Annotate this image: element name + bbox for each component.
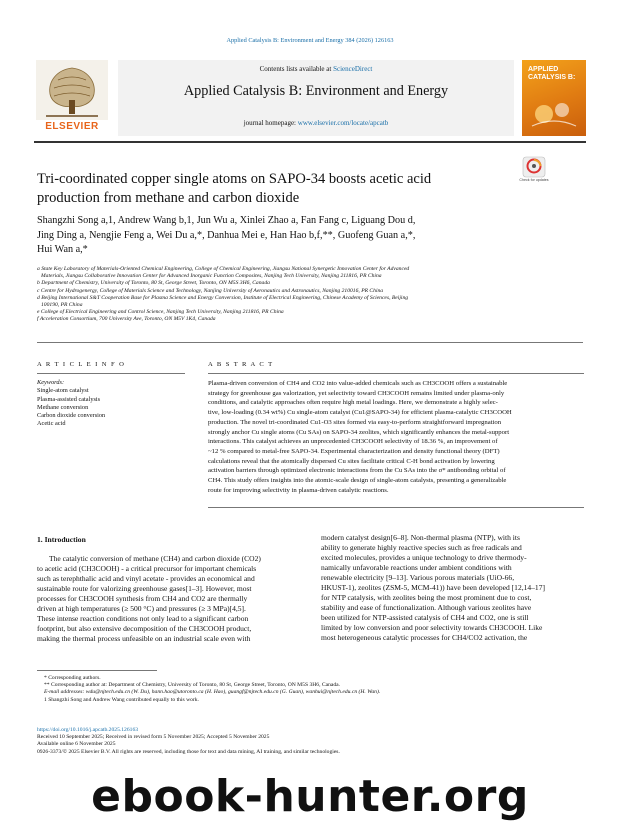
footnote-rule [37, 670, 157, 671]
affiliation-line: b Department of Chemistry, University of Toronto, 80 St, George Street, Toronto, ON M5S 3H6, Canada [37, 280, 270, 287]
title-line-1: Tri-coordinated copper single atoms on SAPO-34 boosts acetic acid [37, 171, 432, 187]
abstract-body [208, 379, 584, 495]
intro-line: excited molecules, provides a unique technology to drive thermody- [321, 553, 527, 563]
abstract-line: route for improving selectivity in plasma-driven catalytic reactions. [208, 486, 389, 494]
intro-line: driven at high temperatures (≥ 500 °C) and pressures (≥ 3 MPa)[4,5]. [37, 604, 246, 614]
affiliation-line: f Acceleration Consortium, 700 University Ave, Toronto, ON M5V 1K4, Canada [37, 316, 216, 323]
affiliation-line: Materials, Jiangsu Collaborative Innovation Center for Advanced Inorganic Function Composites, Nanjing Tech University, Nanjing 211816, PR China [41, 273, 382, 280]
intro-line: The catalytic conversion of methane (CH4) and carbon dioxide (CO2) [49, 554, 261, 563]
affiliation-line: e College of Electrical Engineering and Control Science, Nanjing Tech University, Nanjing 211816, PR China [37, 309, 284, 316]
elsevier-tree-icon [36, 60, 108, 120]
footnote: 1 Shangzhi Song and Andrew Wang contributed equally to this work. [44, 696, 199, 703]
footnotes [44, 675, 584, 704]
masthead-rule [34, 141, 586, 143]
contents-line [118, 65, 514, 73]
article-info-heading: A R T I C L E I N F O [37, 361, 126, 368]
keyword-item[interactable]: Plasma-assisted catalysis [37, 395, 101, 403]
article-title [37, 170, 507, 208]
watermark-text: ebook-hunter.org [91, 771, 529, 822]
abstract-line: production. The novel tri-coordinated Cu1-O3 sites formed via easy-to-perform straightforward impregnation [208, 418, 502, 426]
journal-title: Applied Catalysis B: Environment and Energy [183, 83, 449, 99]
section-heading-introduction: 1. Introduction [37, 535, 86, 544]
keywords-block [37, 379, 185, 429]
publication-info [37, 727, 585, 756]
keyword-item[interactable]: Acetic acid [37, 420, 66, 428]
author-list [37, 214, 557, 258]
intro-line: stability and ease of functionalization. Although various zeolites have [321, 603, 532, 613]
abstract-line: conditions, and catalytic approaches often require high metal loadings. Here, we demonstrate a highly selec- [208, 399, 498, 407]
article-info [37, 361, 185, 428]
keyword-item[interactable]: Methane conversion [37, 403, 89, 411]
affiliation-line: d Beijing International S&T Cooperation Base for Plasma Science and Energy Conversion, Institute of Electrical Engineering, Chinese Academy of Sciences, Beijing [37, 294, 409, 301]
abstract-line: tive, low-loading (0.34 wt%) Cu single-atom catalyst (Cu1@SAPO-34) for efficient plasma-catalytic CH3COOH [208, 409, 512, 417]
keyword-item[interactable]: Single-atom catalyst [37, 387, 89, 395]
abstract-line: calculations reveal that the atomically dispersed Cu sites facilitate critical C-H bond activation by lowering [208, 457, 495, 465]
abstract-line: Plasma-driven conversion of CH4 and CO2 into value-added chemicals such as CH3COOH offers a sustainable [208, 380, 508, 387]
authors-line-3: Hui Wan a,* [37, 244, 88, 255]
intro-right-column [321, 533, 584, 644]
title-line-2: production from methane and carbon dioxide [37, 190, 300, 206]
affiliation-line: a State Key Laboratory of Materials-Oriented Chemical Engineering, College of Chemical Engineering, Jiangsu National Synergetic Innovation Center for Advanced [37, 266, 410, 272]
affiliation-line: c Centre for Hydrogenergy, College of Materials Science and Technology, Nanjing University of Aeronautics and Astronautics, Nanjing 210016, PR China [37, 287, 384, 294]
intro-line: for NTP catalysis, with zeolites being the most prominent due to cost, [321, 593, 532, 603]
intro-line: processes for CH3COOH synthesis from CH4 and CO2 are thermally [37, 594, 248, 604]
intro-line: modern catalyst design[6–8]. Non-thermal plasma (NTP), with its [321, 533, 520, 542]
abstract-line: CH4. This study offers insights into the atomic-scale design of single-atom catalysts, presenting a generalizable [208, 477, 507, 485]
footnote: ** Corresponding author at: Department of Chemistry, University of Toronto, 80 St, George Street, Toronto, ON M5S 3H6, Canada. [44, 682, 341, 689]
affiliation-line: 100190, PR China [41, 302, 83, 309]
intro-line: renewable electricity [9–13]. Various porous materials (UiO-66, [321, 573, 515, 583]
journal-cover[interactable] [522, 60, 586, 136]
running-head[interactable]: Applied Catalysis B: Environment and Energy 384 (2026) 126163 [226, 37, 394, 44]
affiliations [37, 266, 557, 324]
cover-art-icon [530, 96, 578, 130]
doi-link[interactable]: https://doi.org/10.1016/j.apcatb.2025.126163 [37, 727, 139, 733]
footnote: * Corresponding authors. [44, 675, 101, 681]
masthead-banner [118, 60, 514, 136]
elsevier-logo [36, 60, 108, 134]
intro-line: ability to generate highly reactive species such as free radicals and [321, 543, 522, 553]
authors-line-1: Shangzhi Song a,1, Andrew Wang b,1, Jun Wu a, Xinlei Zhao a, Fan Fang c, Liguang Dou d, [37, 215, 416, 226]
intro-line: These intense reaction conditions not only lead to a significant carbon [37, 614, 249, 624]
contents-prefix: Contents lists available at [259, 65, 334, 73]
journal-masthead [34, 60, 586, 136]
abstract-line: strategy for greenhouse gas valorization, yet selectivity toward CH3COOH remains limited under plasma-only [208, 389, 505, 397]
abstract-heading: A B S T R A C T [208, 361, 274, 368]
intro-line: to acetic acid (CH3COOH) - a critical precursor for important chemicals [37, 564, 257, 574]
available-online: Available online 6 November 2025 [37, 741, 116, 748]
cover-title: APPLIED CATALYSIS B: [528, 66, 576, 81]
check-updates-icon [522, 156, 546, 178]
article-info-rule [37, 373, 185, 374]
keywords-label: Keywords: [37, 379, 65, 386]
copyright: 0926-3373/© 2025 Elsevier B.V. All rights are reserved, including those for text and data mining, AI training, and similar technologies. [37, 748, 340, 755]
intro-line: limited by low conversion and poor selectivity towards CH3COOH. Like [321, 623, 543, 633]
abstract-rule [208, 373, 584, 374]
check-for-updates-button[interactable] [519, 156, 549, 186]
abstract-line: interactions. This catalyst achieves an unprecedented CH3COOH selectivity of 18.36 %, an improvement of [208, 438, 498, 446]
footnote-email[interactable]: E-mail addresses: wdu@njtech.edu.cn (W. Du), hann.hao@utoronto.ca (H. Hao), guangf@njtech.edu.cn (G. Guan), wanhui@njtech.edu.cn (H. Wan). [44, 689, 381, 696]
intro-line: footprint, but also extensive decomposition of the CH3COOH product, [37, 624, 252, 634]
abstract-line: ~12 % compared to metal-free SAPO-34. Experimental characterization and density functional theory (DFT) [208, 447, 500, 455]
abstract-bottom-rule [208, 507, 584, 508]
publisher-logo-text: ELSEVIER [45, 121, 99, 132]
homepage-line [118, 119, 514, 127]
intro-line: such as terephthalic acid and vinyl acetate - provides an economical and [37, 574, 255, 584]
homepage-link[interactable]: www.elsevier.com/locate/apcatb [297, 119, 389, 127]
keyword-item[interactable]: Carbon dioxide conversion [37, 412, 106, 420]
intro-line: making the thermal process unfeasible on an industrial scale even with [37, 634, 251, 644]
intro-left-column [37, 554, 299, 644]
intro-line: namically unfavorable reactions under ambient conditions with [321, 563, 512, 573]
watermark-band [0, 770, 620, 827]
authors-line-2: Jing Ding a, Nengjie Feng a, Wei Du a,*, Danhua Mei e, Han Hao b,f,**, Guofeng Guan a,*, [37, 229, 416, 241]
sciencedirect-link[interactable]: ScienceDirect [333, 65, 373, 73]
intro-line: sustainable route for valorizing greenhouse gases[1–3]. However, most [37, 584, 252, 594]
intro-line: HKUST-1), zeolites (ZSM-5, MCM-41)) have been developed [12,14–17] [321, 583, 545, 593]
homepage-prefix: journal homepage: [243, 119, 298, 127]
intro-line: most heterogeneous catalytic processes for CH4/CO2 activation, the [321, 633, 528, 643]
intro-line: been utilized for NTP-assisted catalysis of CH4 and CO2, one is still [321, 613, 529, 623]
check-updates-label: Check for updates [519, 178, 549, 182]
abstract-line: strongly anchor Cu single atoms (Cu SAs) on SAPO-34 zeolites, which significantly enhances the metal-support [208, 428, 510, 436]
abstract-line: activation barriers through optimized electronic interactions from the Cu SAs into the σ* antibonding orbital of [208, 467, 506, 475]
section-rule [37, 342, 583, 343]
abstract [208, 361, 584, 494]
received-dates: Received 10 September 2025; Received in revised form 5 November 2025; Accepted 5 November 2025 [37, 734, 270, 741]
